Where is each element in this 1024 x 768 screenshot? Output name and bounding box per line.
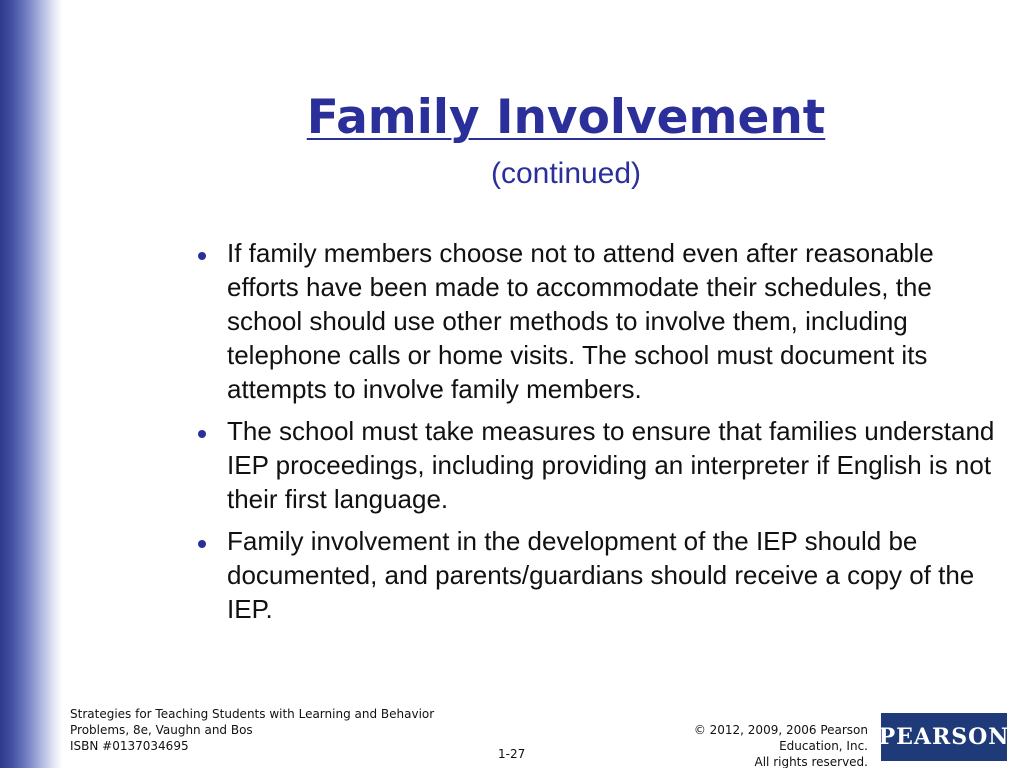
bullet-item [190, 414, 1000, 516]
book-citation [70, 706, 490, 754]
copyright-line: © 2012, 2009, 2006 Pearson [693, 723, 868, 737]
slide-title: Family Involvement [306, 90, 826, 145]
pearson-logo: PEARSON [881, 713, 1007, 761]
page-number: 1-27 [498, 747, 526, 761]
bullet-dot-icon [198, 430, 206, 438]
copyright-line: Education, Inc. [779, 739, 868, 753]
slide-subtitle: (continued) [490, 157, 642, 190]
bullet-item [190, 524, 1000, 626]
side-gradient-bar [0, 0, 62, 768]
book-citation-line: Strategies for Teaching Students with Learning and Behavior [70, 707, 435, 721]
bullet-item [190, 236, 1000, 406]
bullet-text: Family involvement in the development of the IEP should be documented, and parents/guardians should receive a copy of the IEP. [227, 526, 975, 624]
book-citation-line: Problems, 8e, Vaughn and Bos [70, 723, 253, 737]
bullet-text: The school must take measures to ensure that families understand IEP proceedings, including providing an interpreter if English is not their first language. [227, 416, 995, 514]
bullet-text: If family members choose not to attend even after reasonable efforts have been made to accommodate their schedules, the school should use other methods to involve them, including telephone calls or home visits. The school must document its attempts to involve family members. [227, 238, 934, 404]
book-citation-line: ISBN #0137034695 [70, 739, 189, 753]
bullet-dot-icon [198, 252, 206, 260]
bullet-dot-icon [198, 540, 206, 548]
bullet-list [190, 236, 1000, 634]
copyright-notice [640, 722, 868, 768]
copyright-line: All rights reserved. [754, 755, 868, 768]
